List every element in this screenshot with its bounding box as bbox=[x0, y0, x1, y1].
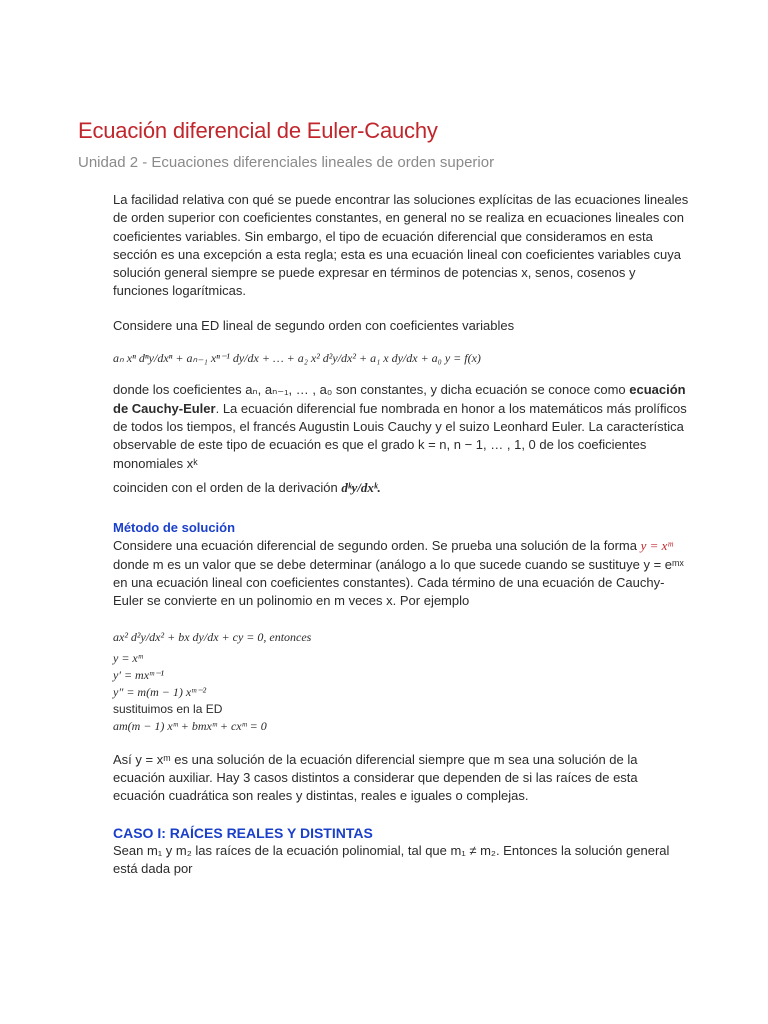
derivation-line: ax² d²y/dx² + bx dy/dx + cy = 0, entonces bbox=[113, 629, 312, 644]
definition-text-1: donde los coeficientes aₙ, aₙ₋₁, … , a₀ son constantes, y dicha ecuación se conoce como bbox=[113, 382, 626, 398]
section-heading-metodo: Método de solución bbox=[113, 520, 236, 536]
trial-solution: y = xᵐ bbox=[640, 538, 673, 554]
document-body bbox=[113, 191, 690, 878]
intro-paragraph: La facilidad relativa con qué se puede encontrar las soluciones explícitas de las ecuaciones lineales de orden superior con coeficientes constantes, en general no se realiza en ecuaciones lineales con coeficientes variables. Sin embargo, el tipo de ecuación diferencial que consideramos en esta sección es una excepción a esta regla; esta es una ecuación lineal con coeficientes variables cuya solución general siempre se puede expresar en términos de potencias x, senos, cosenos y funciones logarítmicas. bbox=[113, 192, 689, 299]
definition-text-2: . La ecuación diferencial fue nombrada en honor a los matemáticos más prolíficos de todos los tiempos, el francés Augustin Louis Cauchy y el suizo Leonhard Euler. La característica observable de este tipo de ecuación es que el grado k = n, n − 1, … , 1, 0 de los coeficientes monomiales xᵏ bbox=[113, 400, 687, 471]
definition-bold: ecuación de Cauchy-Euler bbox=[113, 382, 686, 416]
page-subtitle: Unidad 2 - Ecuaciones diferenciales lineales de orden superior bbox=[78, 154, 495, 171]
derivation-block bbox=[113, 629, 690, 735]
derivation-line: sustituimos en la ED bbox=[113, 701, 223, 716]
definition-deriv-line bbox=[113, 479, 690, 497]
derivation-line: am(m − 1) xᵐ + bmxᵐ + cxᵐ = 0 bbox=[113, 718, 267, 733]
intro-paragraph-2: Considere una ED lineal de segundo orden con coeficientes variables bbox=[113, 317, 515, 333]
caso1-paragraph: Sean m₁ y m₂ las raíces de la ecuación polinomial, tal que m₁ ≠ m₂. Entonces la solución general está dada por bbox=[113, 842, 670, 877]
derivation-line: y′ = mxᵐ⁻¹ bbox=[113, 667, 164, 682]
page-title: Ecuación diferencial de Euler-Cauchy bbox=[78, 118, 438, 143]
metodo-text-1: Considere una ecuación diferencial de segundo orden. Se prueba una solución de la forma bbox=[113, 538, 637, 554]
derivation-line: y″ = m(m − 1) xᵐ⁻² bbox=[113, 684, 207, 699]
main-equation: aₙ xⁿ dⁿy/dxⁿ + aₙ₋₁ xⁿ⁻¹ dy/dx + … + a₂ x² d²y/dx² + a₁ x dy/dx + a₀ y = f(x) bbox=[113, 351, 481, 366]
section-heading-caso1: CASO I: RAÍCES REALES Y DISTINTAS bbox=[113, 824, 373, 841]
metodo-text-2: donde m es un valor que se debe determinar (análogo a lo que sucede cuando se sustituye y = eᵐˣ en una ecuación lineal con coeficientes constantes). Cada término de una ecuación de Cauchy-Euler se convierte en un polinomio en m veces x. Por ejemplo bbox=[113, 556, 684, 609]
metodo-paragraph-2: Así y = xᵐ es una solución de la ecuación diferencial siempre que m sea una solución de la ecuación auxiliar. Hay 3 casos distintos a considerar que dependen de si las raíces de esta ecuación cuadrática son reales y distintas, reales e iguales o complejas. bbox=[113, 751, 638, 804]
derivation-line: y = xᵐ bbox=[113, 650, 143, 665]
definition-paragraph bbox=[113, 381, 690, 472]
metodo-paragraph bbox=[113, 537, 690, 610]
definition-text-3: coinciden con el orden de la derivación bbox=[113, 479, 338, 495]
derivative-order: dᵏy/dxᵏ. bbox=[341, 479, 381, 495]
